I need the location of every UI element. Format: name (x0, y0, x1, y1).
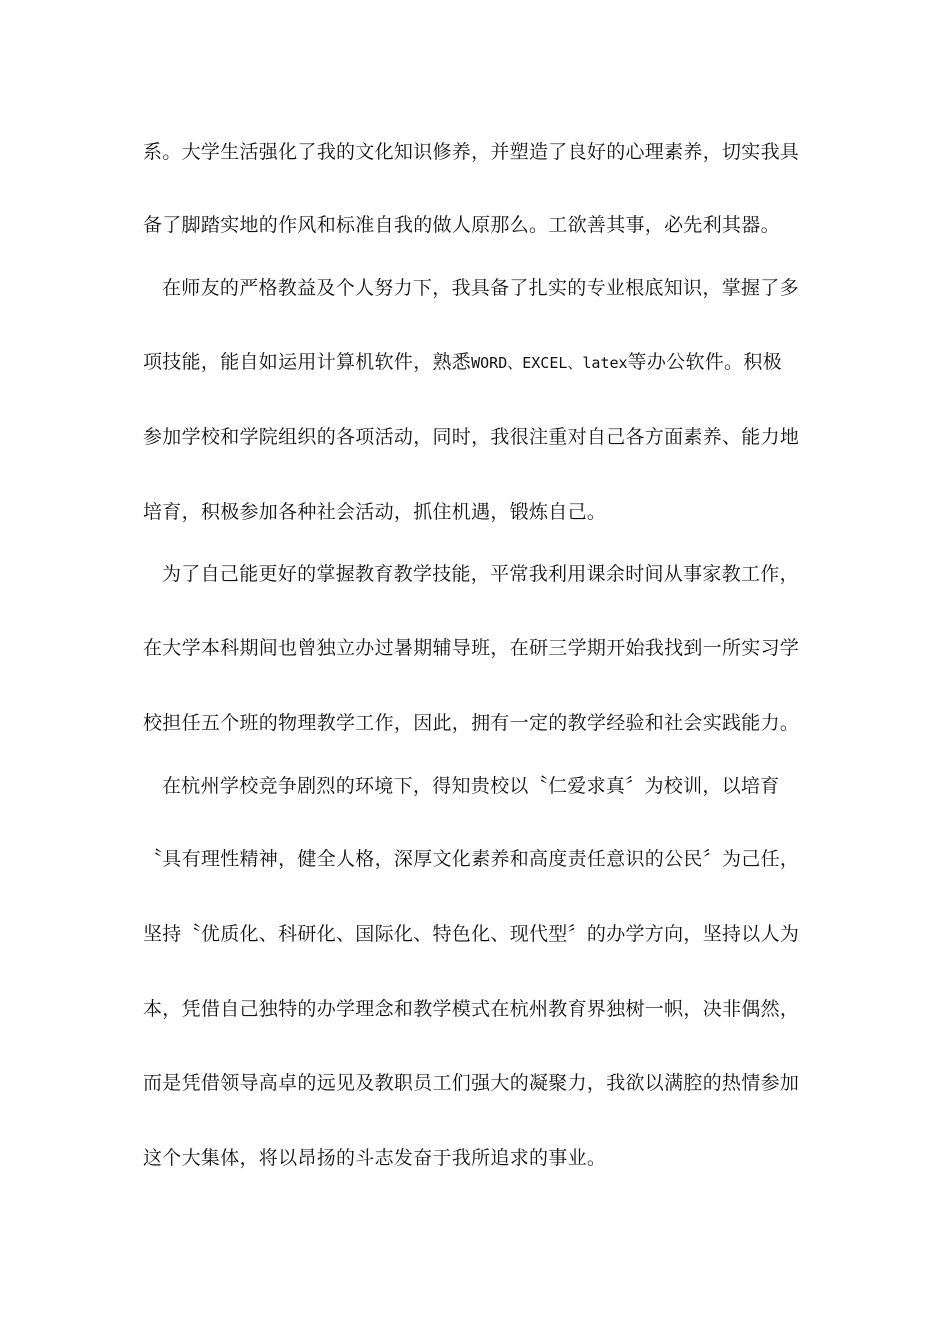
text-line: 备了脚踏实地的作风和标准自我的做人原那么。工欲善其事，必先利其器。 (143, 214, 780, 236)
text-line: 培育，积极参加各种社会活动，抓住机遇，锻炼自己。 (143, 501, 607, 523)
paragraph-start-line: 为了自己能更好的掌握教育教学技能，平常我利用课余时间从事家教工作， (162, 563, 799, 585)
paragraph-start-line: 在师友的严格教益及个人努力下，我具备了扎实的专业根底知识，掌握了多 (162, 277, 799, 299)
text-line: 校担任五个班的物理教学工作，因此，拥有一定的教学经验和社会实践能力。 (143, 712, 800, 734)
text-line: 〝具有理性精神，健全人格，深厚文化素养和高度责任意识的公民〞为己任， (143, 848, 800, 870)
text-line: 这个大集体，将以昂扬的斗志发奋于我所追求的事业。 (143, 1147, 607, 1169)
text-segment: 项技能，能自如运用计算机软件，熟悉 (143, 351, 472, 373)
text-line: 本，凭借自己独特的办学理念和教学模式在杭州教育界独树一帜，决非偶然， (143, 998, 800, 1020)
paragraph-start-line: 在杭州学校竞争剧烈的环境下，得知贵校以〝仁爱求真〞为校训，以培育 (162, 775, 780, 797)
text-line-with-software (143, 349, 823, 376)
software-names: WORD、EXCEL、latex (471, 354, 628, 372)
text-line: 参加学校和学院组织的各项活动，同时，我很注重对自己各方面素养、能力地 (143, 426, 800, 448)
text-segment: 等办公软件。积极 (627, 351, 782, 373)
text-line: 坚持〝优质化、科研化、国际化、特色化、现代型〞的办学方向，坚持以人为 (143, 923, 800, 945)
text-line: 系。大学生活强化了我的文化知识修养，并塑造了良好的心理素养，切实我具 (143, 141, 800, 163)
text-line: 而是凭借领导高卓的远见及教职员工们强大的凝聚力，我欲以满腔的热情参加 (143, 1072, 800, 1094)
text-line: 在大学本科期间也曾独立办过暑期辅导班，在研三学期开始我找到一所实习学 (143, 637, 800, 659)
